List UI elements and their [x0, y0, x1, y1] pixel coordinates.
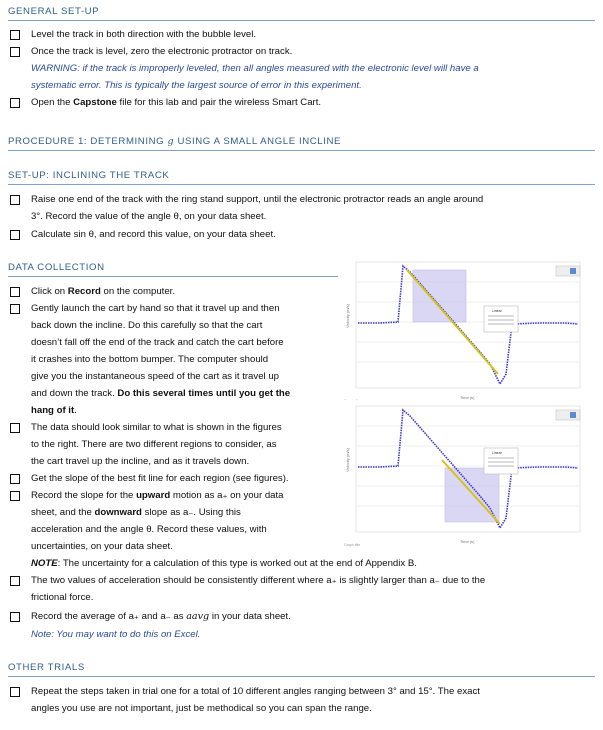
checkbox[interactable] [10, 230, 20, 240]
checkbox[interactable] [10, 287, 20, 297]
velocity-graph-downward [340, 400, 586, 548]
y-axis-label: Velocity (m/s) [345, 447, 350, 472]
setup-section [8, 170, 595, 185]
general-setup-section [8, 6, 595, 21]
warning-text: WARNING: if the track is improperly leveled, then all angles measured with the electronic level will have a [31, 63, 479, 74]
text-line: frictional force. [31, 592, 94, 603]
excel-note: Note: You may want to do this on Excel. [31, 629, 201, 640]
text-line: sheet, and the downward slope as a₋. Using this [31, 507, 241, 518]
text-line: acceleration and the angle θ. Record these values, with [31, 524, 267, 535]
checkbox[interactable] [10, 612, 20, 622]
x-axis-label: Time (s) [460, 539, 475, 544]
toolbar[interactable] [556, 266, 580, 276]
fit-legend-title: Linear [492, 451, 502, 455]
checkbox[interactable] [10, 30, 20, 40]
text-line: hang of it. [31, 405, 77, 416]
panel-label: Graph title [344, 543, 361, 547]
checkbox[interactable] [10, 687, 20, 697]
other-trials-heading: OTHER TRIALS [8, 662, 595, 677]
checkbox[interactable] [10, 47, 20, 57]
checkbox[interactable] [10, 576, 20, 586]
checkbox[interactable] [10, 423, 20, 433]
fit-legend-title: Linear [492, 309, 502, 313]
general-setup-heading: GENERAL SET-UP [8, 6, 595, 21]
text-line: doesn’t fall off the end of the track and catch the cart before [31, 337, 284, 348]
procedure1-section [8, 136, 595, 151]
data-collection-heading: DATA COLLECTION [8, 262, 338, 277]
other-trials-section [8, 662, 595, 677]
setup-step1-cont: 3°. Record the value of the angle θ, on your data sheet. [31, 211, 267, 222]
a-avg-symbol: aavg [186, 611, 210, 622]
text-line: back down the incline. Do this carefully so that the cart [31, 320, 263, 331]
toolbar[interactable] [556, 410, 580, 420]
selection-box[interactable] [413, 270, 466, 322]
warning-text-cont: systematic error. This is typically the largest source of error in this experiment. [31, 80, 362, 91]
note-line: NOTE: The uncertainty for a calculation of this type is worked out at the end of Appendix B. [31, 558, 417, 569]
text-line: uncertainties, on your data sheet. [31, 541, 173, 552]
checkbox[interactable] [10, 474, 20, 484]
text-line: and down the track. Do this several times until you get the [31, 388, 291, 399]
y-axis-label: Velocity (m/s) [345, 303, 350, 328]
checkbox[interactable] [10, 304, 20, 314]
setup-heading: SET-UP: INCLINING THE TRACK [8, 170, 595, 185]
text-line: give you the instantaneous speed of the cart as it travel up [31, 371, 279, 382]
procedure1-heading: PROCEDURE 1: DETERMINING g USING A SMALL ANGLE INCLINE [8, 136, 595, 151]
text-line: it crashes into the bottom bumper. The computer should [31, 354, 269, 365]
capstone-label: Capstone [73, 97, 117, 108]
checkbox[interactable] [10, 195, 20, 205]
velocity-graph-upward [340, 256, 586, 404]
text-line: angles you use are not important, just be methodical so you can span the range. [31, 703, 372, 714]
checkbox[interactable] [10, 491, 20, 501]
data-collection-section [8, 262, 338, 277]
checkbox[interactable] [10, 98, 20, 108]
x-axis-label: Time (s) [460, 395, 475, 400]
text-line: the cart travel up the incline, and as it travels down. [31, 456, 250, 467]
text-line: to the right. There are two different regions to consider, as [31, 439, 277, 450]
